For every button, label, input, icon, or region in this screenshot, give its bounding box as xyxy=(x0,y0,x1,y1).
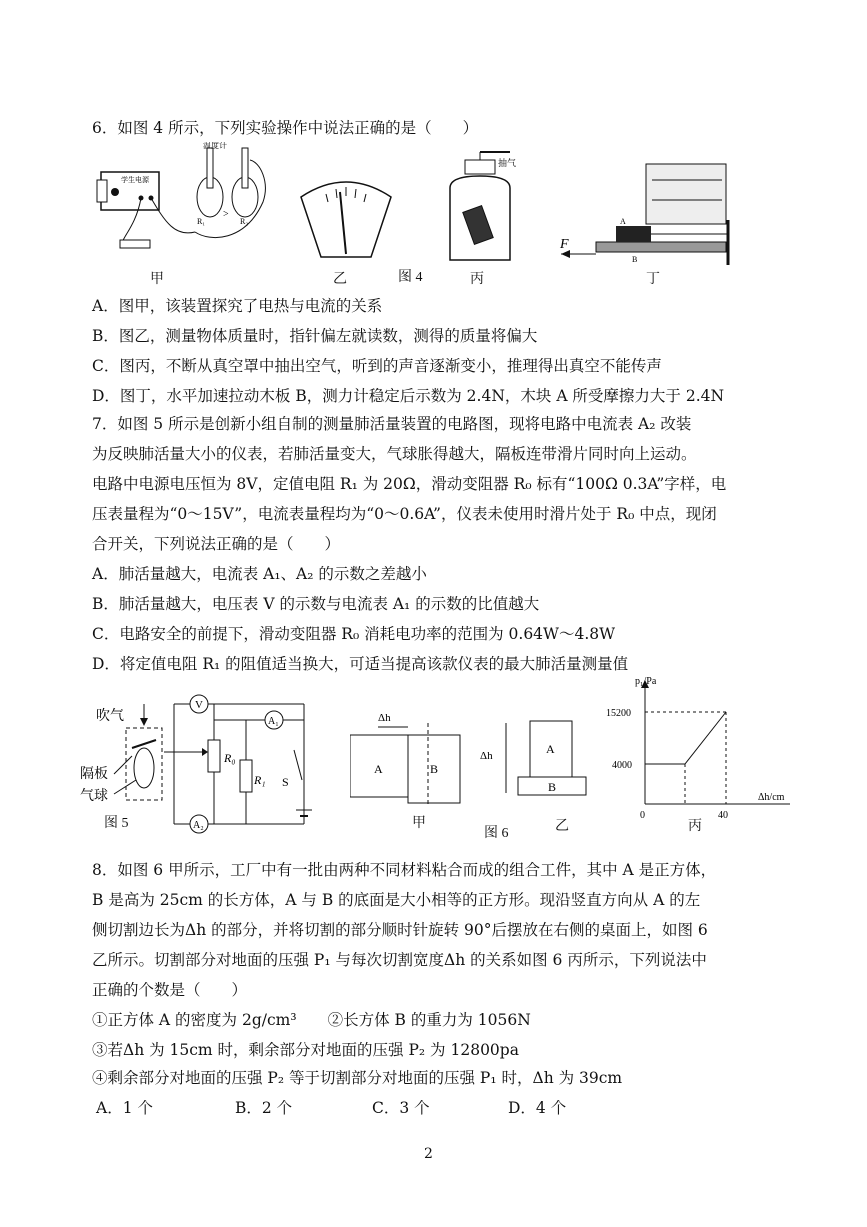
q8-option-a: A．1 个 xyxy=(96,1099,153,1117)
svg-text:Δh: Δh xyxy=(378,712,391,724)
svg-text:气球: 气球 xyxy=(80,789,108,804)
q8-stem-5: 正确的个数是（ ） xyxy=(92,981,248,999)
fig6-bing-label: 丙 xyxy=(688,819,702,834)
fig4-caption: 图 4 xyxy=(398,270,423,285)
svg-text:40: 40 xyxy=(718,810,728,821)
q7-option-c: C．电路安全的前提下，滑动变阻器 R₀ 消耗电功率的范围为 0.64W～4.8W xyxy=(92,625,616,643)
svg-text:A₁: A₁ xyxy=(268,716,279,727)
q8-statement-2: ③若Δh 为 15cm 时，剩余部分对地面的压强 P₂ 为 12800pa xyxy=(92,1041,519,1059)
fig6-jia-label: 甲 xyxy=(412,816,426,831)
fig4-ding-friction-setup xyxy=(556,160,746,278)
svg-text:Δh: Δh xyxy=(480,750,493,762)
svg-text:R₁: R₁ xyxy=(197,217,206,226)
fig4-ding-label: 丁 xyxy=(646,272,660,287)
q7-option-a: A．肺活量越大，电流表 A₁、A₂ 的示数之差越小 xyxy=(92,565,427,583)
svg-text:B: B xyxy=(430,762,439,776)
q8-stem-1: 8．如图 6 甲所示，工厂中有一批由两种不同材料粘合而成的组合工件，其中 A 是正方体， xyxy=(92,861,717,879)
svg-text:A: A xyxy=(374,762,383,776)
page-number: 2 xyxy=(424,1146,433,1162)
fig4-jia-apparatus xyxy=(95,142,270,257)
svg-text:R₂: R₂ xyxy=(240,217,249,226)
fig5-caption: 图 5 xyxy=(104,816,129,831)
svg-text:A: A xyxy=(546,742,555,756)
svg-text:S: S xyxy=(282,775,289,789)
svg-text:学生电源: 学生电源 xyxy=(121,176,149,184)
q8-option-c: C．3 个 xyxy=(372,1099,430,1117)
q8-stem-2: B 是高为 25cm 的长方体，A 与 B 的底面是大小相等的正方形。现沿竖直方向从 A 的左 xyxy=(92,891,701,909)
q7-stem-5: 合开关，下列说法正确的是（ ） xyxy=(92,535,341,553)
fig4-yi-label: 乙 xyxy=(333,272,347,287)
svg-text:抽气: 抽气 xyxy=(498,158,517,168)
svg-text:A: A xyxy=(620,217,626,226)
svg-text:B: B xyxy=(632,255,638,264)
svg-text:0: 0 xyxy=(640,810,645,821)
q7-stem-3: 电路中电源电压恒为 8V，定值电阻 R₁ 为 20Ω，滑动变阻器 R₀ 标有“100Ω 0.3A”字样，电 xyxy=(92,475,727,493)
q8-stem-4: 乙所示。切割部分对地面的压强 P₁ 与每次切割宽度Δh 的关系如图 6 丙所示，下列说法中 xyxy=(92,951,707,969)
fig4-bing-label: 丙 xyxy=(470,272,484,287)
svg-text:15200: 15200 xyxy=(606,708,631,719)
svg-text:p₁/Pa: p₁/Pa xyxy=(635,676,657,687)
svg-text:F: F xyxy=(560,237,569,252)
q7-stem-1: 7．如图 5 所示是创新小组自制的测量肺活量装置的电路图，现将电路中电流表 A₂ 改装 xyxy=(92,415,692,433)
svg-text:>: > xyxy=(223,209,229,220)
q7-option-b: B．肺活量越大，电压表 V 的示数与电流表 A₁ 的示数的比值越大 xyxy=(92,595,540,613)
q6-stem: 6．如图 4 所示，下列实验操作中说法正确的是（ ） xyxy=(92,119,479,137)
q7-stem-4: 压表量程为“0～15V”，电流表量程均为“0～0.6A”，仪表未使用时滑片处于 R₀ 中点，现闭 xyxy=(92,505,717,523)
q8-option-b: B．2 个 xyxy=(235,1099,293,1117)
q8-option-d: D．4 个 xyxy=(508,1099,567,1117)
svg-text:4000: 4000 xyxy=(612,760,632,771)
fig6-caption: 图 6 xyxy=(484,826,509,841)
svg-text:R₀: R₀ xyxy=(224,751,236,765)
fig4-yi-balance-scale xyxy=(296,172,396,267)
svg-text:V: V xyxy=(195,699,203,711)
fig4-jia-label: 甲 xyxy=(150,272,164,287)
svg-text:B: B xyxy=(548,780,557,794)
svg-text:隔板: 隔板 xyxy=(80,767,108,782)
q8-statement-1: ①正方体 A 的密度为 2g/cm³ ②长方体 B 的重力为 1056N xyxy=(92,1011,531,1029)
svg-text:A₂: A₂ xyxy=(193,820,204,831)
fig6-bing-graph xyxy=(600,672,800,822)
q8-stem-3: 侧切割边长为Δh 的部分，并将切割的部分顺时针旋转 90°后摆放在右侧的桌面上，如图 6 xyxy=(92,921,708,939)
svg-text:R₁: R₁ xyxy=(254,773,266,787)
fig6-jia-blocks xyxy=(350,705,470,810)
q7-option-d: D．将定值电阻 R₁ 的阻值适当换大，可适当提高该款仪表的最大肺活量测量值 xyxy=(92,655,629,673)
q6-option-a: A．图甲，该装置探究了电热与电流的关系 xyxy=(92,297,383,315)
q8-statement-3: ④剩余部分对地面的压强 P₂ 等于切割部分对地面的压强 P₁ 时，Δh 为 39cm xyxy=(92,1069,623,1087)
q6-option-c: C．图丙，不断从真空罩中抽出空气，听到的声音逐渐变小，推理得出真空不能传声 xyxy=(92,357,662,375)
fig6-yi-label: 乙 xyxy=(555,819,569,834)
q6-option-b: B．图乙，测量物体质量时，指针偏左就读数，测得的质量将偏大 xyxy=(92,327,538,345)
svg-text:Δh/cm: Δh/cm xyxy=(758,792,785,803)
fig4-bing-vacuum-jar xyxy=(440,148,530,266)
svg-text:吹气: 吹气 xyxy=(96,709,124,724)
svg-text:温度计: 温度计 xyxy=(203,142,227,150)
fig6-yi-blocks xyxy=(478,715,588,805)
q7-stem-2: 为反映肺活量大小的仪表，若肺活量变大，气球胀得越大，隔板连带滑片同时向上运动。 xyxy=(92,445,697,463)
q6-option-d: D．图丁，水平加速拉动木板 B，测力计稳定后示数为 2.4N，木块 A 所受摩擦力大于 2.4N xyxy=(92,387,725,405)
